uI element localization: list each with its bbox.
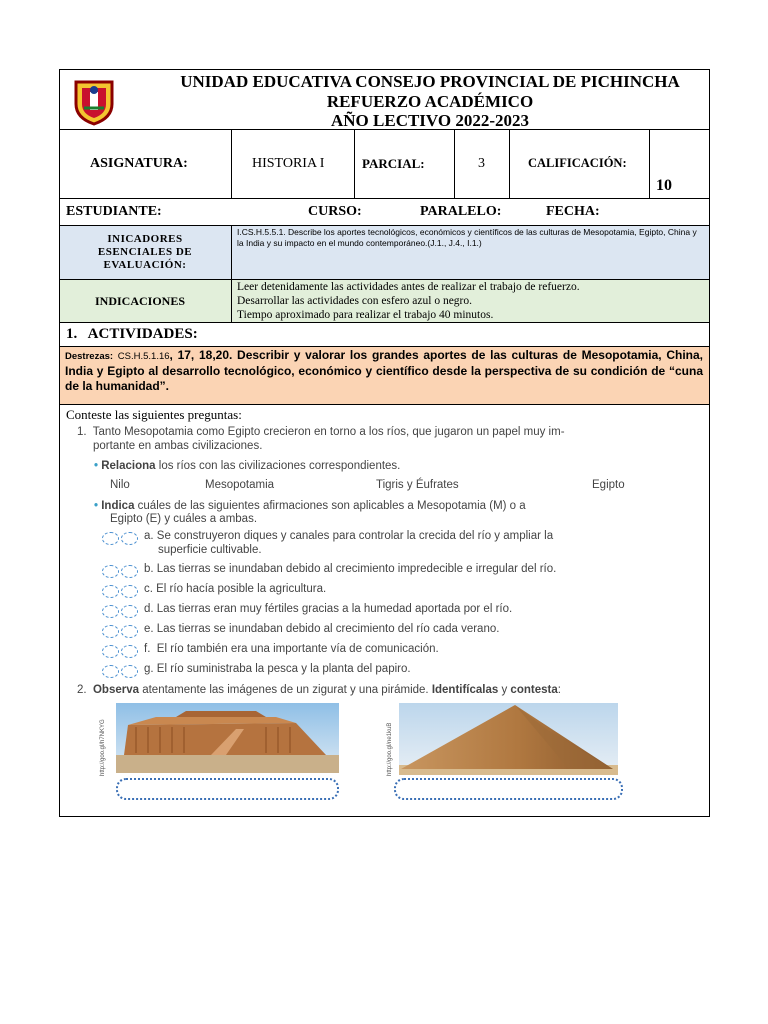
actividades-row [60,323,709,347]
answer-ovals-d[interactable] [102,605,140,618]
asignatura-label: ASIGNATURA: [90,156,188,171]
header-year: AÑO LECTIVO 2022-2023 [330,111,529,130]
relaciona-instruction [94,460,400,472]
destrezas-row [60,347,709,405]
paralelo-label: PARALELO: [420,204,502,219]
q2-identificalas: Identifícalas [431,684,499,696]
estudiante-label: ESTUDIANTE: [66,204,162,219]
curso-label: CURSO: [308,204,362,219]
indica-bold: Indica [101,500,135,512]
asignatura-value: HISTORIA I [252,156,325,171]
subject-row [60,130,709,199]
indica-line2: Egipto (E) y cuáles a ambas. [110,513,258,525]
relaciona-rest: los ríos con las civilizaciones correspondientes. [155,460,401,472]
ziggurat-answer-box[interactable] [116,778,339,800]
statement-e: e. Las tierras se inundaban debido al crecimiento del río cada verano. [144,623,500,635]
answer-ovals-f[interactable] [102,645,140,658]
indicacion-2: Desarrollar las actividades con esfero azul o negro. [237,295,473,307]
rel-item-egipto: Egipto [592,479,625,491]
relaciona-bold: Relaciona [101,460,156,472]
q2-mid: atentamente las imágenes de un zigurat y una pirámide. [139,684,432,696]
statement-c: c. El río hacía posible la agricultura. [144,583,327,595]
credit-pyramid: http://goo.gl/ne1kuB [387,722,393,776]
indicadores-row [60,226,709,280]
worksheet [59,69,710,817]
student-row [60,199,709,226]
indicadores-text: I.CS.H.5.5.1. Describe los aportes tecnológicos, económicos y científicos de las culturas de Mesopotamia, Egipto, China y la India y su impacto en el mundo contemporáneo.(J.1., J.4., I.1.) [237,227,697,248]
indicaciones-row [60,280,709,323]
q2-instruction [77,684,561,696]
answer-ovals-g[interactable] [102,665,140,678]
indicadores-label: INICADORES ESENCIALES DE EVALUACIÓN: [97,233,193,271]
statement-a-line2: superficie cultivable. [158,544,262,556]
answer-ovals-e[interactable] [102,625,140,638]
q2-and: y [498,684,511,696]
statement-f: f. El río también era una importante vía de comunicación. [144,643,439,655]
q1-line2: portante en ambas civilizaciones. [93,440,263,452]
pyramid-image [399,703,618,775]
q2-observa: Observa [92,684,140,696]
indica-rest: cuáles de las siguientes afirmaciones son aplicables a Mesopotamia (M) o a [134,500,526,512]
header-school-name: UNIDAD EDUCATIVA CONSEJO PROVINCIAL DE PICHINCHA [180,72,680,91]
ziggurat-image [116,703,339,773]
actividades-title: 1. ACTIVIDADES: [66,326,198,342]
statement-b: b. Las tierras se inundaban debido al crecimiento impredecible e irregular del río. [144,563,557,575]
rel-item-tigris: Tigris y Éufrates [376,479,459,491]
parcial-value: 3 [478,156,485,171]
destrezas-description: , 17, 18,20. Describir y valorar los grandes aportes de las culturas de Mesopotamia, China, India y Egipto al desarrollo tecnológico, económico y científico desde la perspectiva de su condición de “cuna de la humanidad”. [65,348,703,393]
rel-item-mesopotamia: Mesopotamia [205,479,275,491]
questions-intro: Conteste las siguientes preguntas: [66,407,242,422]
header-row [60,70,709,130]
calificacion-label: CALIFICACIÓN: [528,156,627,170]
rel-item-nilo: Nilo [110,479,130,491]
credit-ziggurat: http://goo.gl/h7NKYG [100,719,106,776]
q2-contesta: contesta [510,684,558,696]
fecha-label: FECHA: [546,204,600,219]
q2-number: 2. [77,684,93,696]
indicaciones-label: INDICACIONES [95,294,186,308]
destrezas-label: Destrezas: [65,351,114,362]
parcial-label: PARCIAL: [362,156,425,171]
bullet-icon: • [94,500,99,512]
statement-d: d. Las tierras eran muy fértiles gracias a la humedad aportada por el río. [144,603,513,615]
indica-instruction [94,500,526,512]
answer-ovals-c[interactable] [102,585,140,598]
statement-g: g. El río suministraba la pesca y la planta del papiro. [144,663,411,675]
destrezas-text [65,348,703,394]
bullet-icon: • [94,460,99,472]
pyramid-answer-box[interactable] [394,778,623,800]
q2-end: : [557,684,561,696]
answer-ovals-a[interactable] [102,532,140,545]
indicacion-3: Tiempo aproximado para realizar el trabajo 40 minutos. [237,309,494,321]
q1-line1: 1. Tanto Mesopotamia como Egipto crecieron en torno a los ríos, que jugaron un papel muy im- [77,426,565,438]
destrezas-code: CS.H.5.1.16 [117,351,170,362]
indicacion-1: Leer detenidamente las actividades antes de realizar el trabajo de refuerzo. [237,281,580,293]
answer-ovals-b[interactable] [102,565,140,578]
calificacion-value: 10 [656,177,672,194]
statement-a: a. Se construyeron diques y canales para controlar la crecida del río y ampliar la [144,530,554,542]
header-program: REFUERZO ACADÉMICO [326,92,534,111]
